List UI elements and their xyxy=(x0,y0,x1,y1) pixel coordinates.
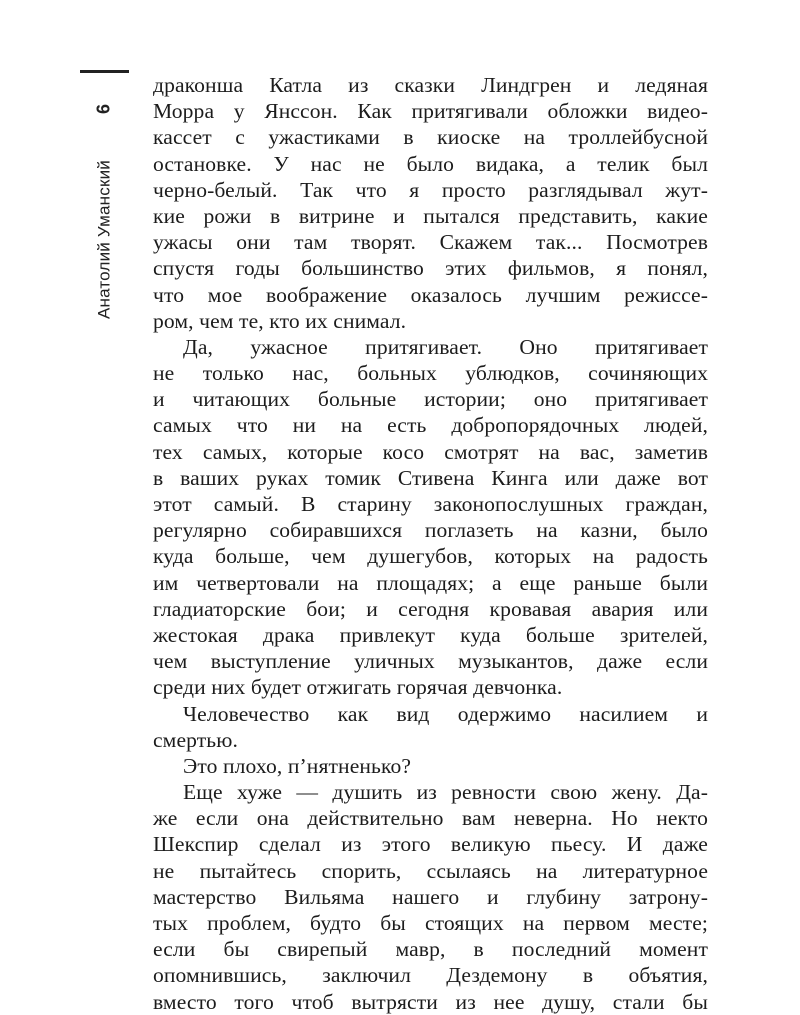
text-line: ужасы они там творят. Скажем так... Посмотрев xyxy=(153,230,708,255)
text-line: кассет с ужастиками в киоске на троллейбусной xyxy=(153,125,708,150)
text-line: чем выступление уличных музыкантов, даже если xyxy=(153,649,708,674)
text-line: же если она действительно вам неверна. Но некто xyxy=(153,806,708,831)
text-line: им четвертовали на площадях; а еще раньше были xyxy=(153,570,708,595)
text-line: в ваших руках томик Стивена Кинга или даже вот xyxy=(153,465,708,490)
text-line: Это плохо, п’нятненько? xyxy=(183,753,412,778)
text-line: Человечество как вид одержимо насилием и xyxy=(183,701,708,726)
body-text xyxy=(153,72,708,1015)
text-line: смертью. xyxy=(153,727,238,752)
text-line: среди них будет отжигать горячая девчонка. xyxy=(153,675,563,700)
text-line: куда больше, чем душегубов, которых на радость xyxy=(153,544,708,569)
text-line: самых что ни на есть добропорядочных людей, xyxy=(153,413,708,438)
text-line: драконша Катла из сказки Линдгрен и ледяная xyxy=(153,73,708,97)
text-line: Да, ужасное притягивает. Оно притягивает xyxy=(183,334,708,359)
top-rule xyxy=(80,70,129,73)
text-line: остановке. У нас не было видака, а телик был xyxy=(153,151,708,176)
text-line: кие рожи в витрине и пытался представить, какие xyxy=(153,203,708,228)
text-line: мастерство Вильяма нашего и глубину затрону- xyxy=(153,884,708,909)
text-line: что мое воображение оказалось лучшим режиссе- xyxy=(153,282,708,307)
text-line: регулярно собиравшихся поглазеть на казни, было xyxy=(153,518,708,543)
text-line: вместо того чтоб вытрясти из нее душу, стали бы xyxy=(153,989,708,1014)
text-line: этот самый. В старину законопослушных граждан, xyxy=(153,492,708,516)
text-line: не только нас, больных ублюдков, сочиняющих xyxy=(153,361,708,386)
running-head-author: Анатолий Уманский xyxy=(94,160,113,320)
text-line: тых проблем, будто бы стоящих на первом месте; xyxy=(153,911,708,935)
text-line: Морра у Янссон. Как притягивали обложки видео- xyxy=(153,99,708,124)
text-line: если бы свирепый мавр, в последний момент xyxy=(153,937,708,962)
text-line: Еще хуже — душить из ревности свою жену. Да- xyxy=(183,780,708,805)
text-line: гладиаторские бои; и сегодня кровавая авария или xyxy=(153,596,708,621)
text-line: не пытайтесь спорить, ссылаясь на литературное xyxy=(153,858,708,883)
text-line: черно-белый. Так что я просто разглядывал жут- xyxy=(153,177,708,202)
text-line: опомнившись, заключил Дездемону в объятия, xyxy=(153,963,708,988)
text-line: жестокая драка привлекут куда больше зрителей, xyxy=(153,622,708,647)
text-line: спустя годы большинство этих фильмов, я понял, xyxy=(153,256,708,281)
text-line: тех самых, которые косо смотрят на вас, заметив xyxy=(153,439,708,464)
text-line: ром, чем те, кто их снимал. xyxy=(153,308,407,333)
page-number: 6 xyxy=(93,104,114,115)
text-line: Шекспир сделал из этого великую пьесу. И даже xyxy=(153,832,708,857)
text-line: и читающих больные истории; оно притягивает xyxy=(153,387,708,412)
